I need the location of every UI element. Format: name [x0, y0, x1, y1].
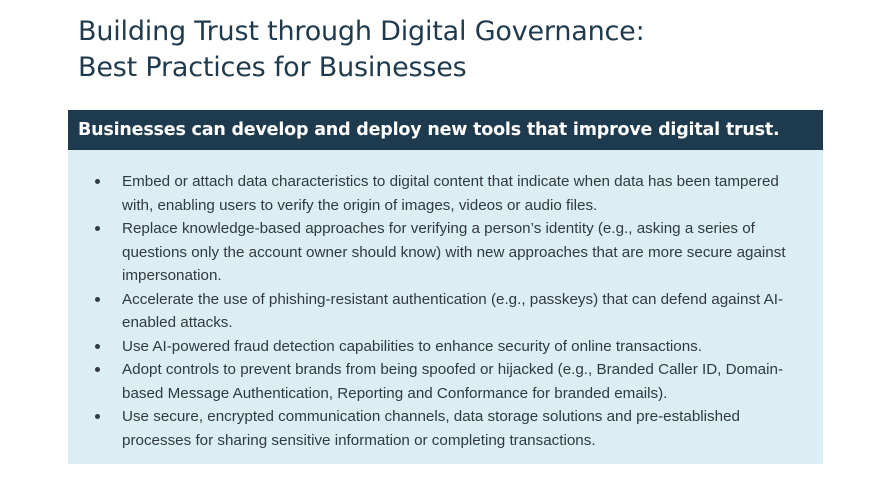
page-title-line-1: Building Trust through Digital Governance: [78, 16, 645, 47]
page-title [78, 14, 838, 86]
bullet-item [68, 335, 823, 359]
bullet-text: Use secure, encrypted communication channels, data storage solutions and pre-established processes for sharing sensitive information or completing transactions. [122, 408, 740, 449]
bullet-dot-icon [95, 179, 100, 184]
bullet-item [68, 358, 823, 405]
bullet-text: Accelerate the use of phishing-resistant authentication (e.g., passkeys) that can defend against AI-enabled attacks. [122, 290, 784, 331]
bullet-dot-icon [95, 226, 100, 231]
callout-header: Businesses can develop and deploy new tools that improve digital trust. [68, 110, 823, 150]
bullet-item [68, 288, 823, 335]
bullet-text: Embed or attach data characteristics to digital content that indicate when data has been tampered with, enabling users to verify the origin of images, videos or audio files. [122, 173, 779, 214]
bullet-list [68, 150, 823, 452]
bullet-dot-icon [95, 297, 100, 302]
bullet-dot-icon [95, 344, 100, 349]
bullet-item [68, 217, 823, 288]
bullet-text: Adopt controls to prevent brands from being spoofed or hijacked (e.g., Branded Caller ID, Domain-based Message Authentication, Reporting and Conformance for branded emails). [122, 361, 784, 402]
bullet-dot-icon [95, 414, 100, 419]
bullet-text: Replace knowledge-based approaches for verifying a person’s identity (e.g., asking a series of questions only the account owner should know) with new approaches that are more secure against impersonation. [122, 220, 786, 284]
page-title-line-2: Best Practices for Businesses [78, 52, 467, 83]
bullet-text: Use AI-powered fraud detection capabilities to enhance security of online transactions. [122, 337, 702, 355]
bullet-dot-icon [95, 367, 100, 372]
bullet-item [68, 405, 823, 452]
bullet-item [68, 170, 823, 217]
callout-box [68, 110, 823, 464]
